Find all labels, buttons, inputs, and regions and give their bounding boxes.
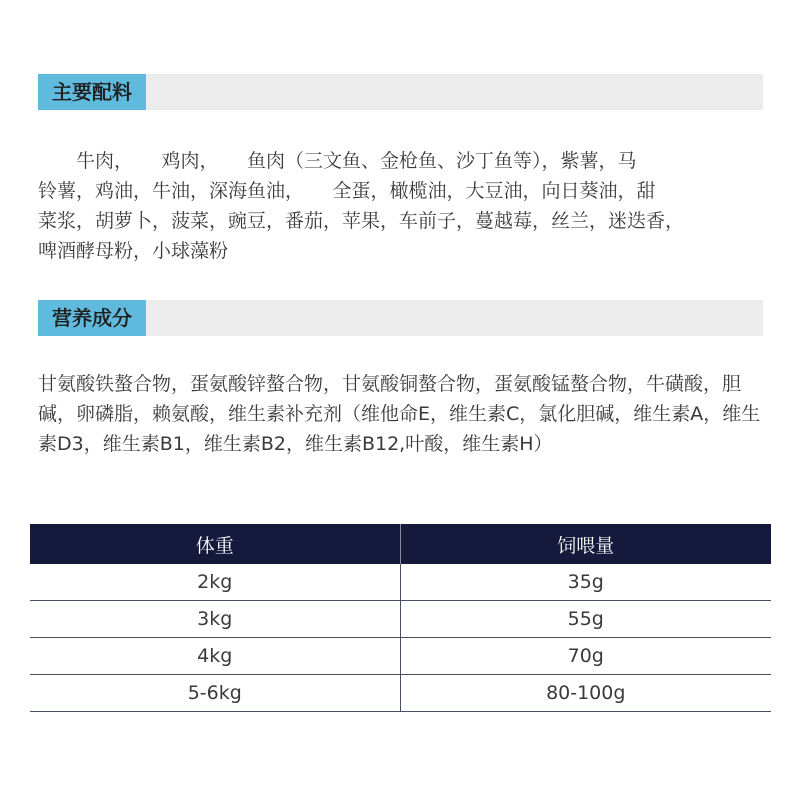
ingredients-line-3: 菜浆，胡萝卜，菠菜，豌豆，番茄，苹果，车前子，蔓越莓，丝兰，迷迭香， bbox=[38, 210, 685, 232]
weight-cell: 2kg bbox=[30, 564, 400, 601]
amount-cell: 55g bbox=[400, 601, 771, 638]
weight-cell: 3kg bbox=[30, 601, 400, 638]
feeding-table-header-row bbox=[30, 524, 771, 564]
amount-cell: 80-100g bbox=[400, 675, 771, 712]
amount-column-header: 饲喂量 bbox=[400, 524, 771, 564]
ingredients-line-2: 铃薯，鸡油，牛油，深海鱼油， 全蛋，橄榄油，大豆油，向日葵油，甜 bbox=[38, 180, 656, 202]
nutrition-heading: 营养成分 bbox=[38, 300, 146, 336]
weight-column-header: 体重 bbox=[30, 524, 400, 564]
nutrition-section-bar bbox=[38, 300, 763, 336]
table-row bbox=[30, 638, 771, 675]
table-row bbox=[30, 601, 771, 638]
nutrition-text: 甘氨酸铁螯合物，蛋氨酸锌螯合物，甘氨酸铜螯合物，蛋氨酸锰螯合物，牛磺酸，胆碱，卵磷脂，赖氨酸，维生素补充剂（维他命E，维生素C，氯化胆碱，维生素A，维生素D3，维生素B1，维生素B2，维生素B12,叶酸，维生素H） bbox=[38, 373, 761, 455]
table-row bbox=[30, 564, 771, 601]
ingredients-line-1: 牛肉， 鸡肉， 鱼肉（三文鱼、金枪鱼、沙丁鱼等），紫薯，马 bbox=[38, 150, 637, 172]
ingredients-section-bar bbox=[38, 74, 763, 110]
feeding-table bbox=[30, 524, 771, 712]
ingredients-line-4: 啤酒酵母粉，小球藻粉 bbox=[38, 240, 229, 262]
amount-cell: 35g bbox=[400, 564, 771, 601]
ingredients-heading: 主要配料 bbox=[38, 74, 146, 110]
weight-cell: 4kg bbox=[30, 638, 400, 675]
ingredients-text bbox=[38, 146, 773, 266]
table-row bbox=[30, 675, 771, 712]
amount-cell: 70g bbox=[400, 638, 771, 675]
weight-cell: 5-6kg bbox=[30, 675, 400, 712]
